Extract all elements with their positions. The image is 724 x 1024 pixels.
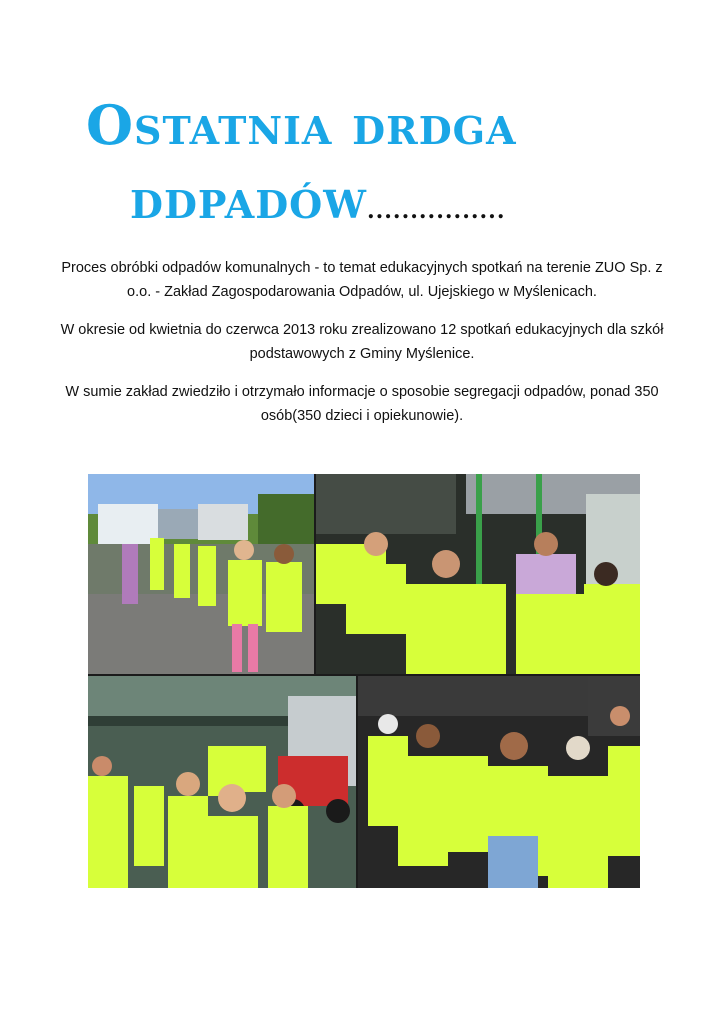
summary-paragraph: W sumie zakład zwiedziło i otrzymało informacje o sposobie segregacji odpadów, ponad 350 osób(350 dzieci i opiekunowie). [65,384,659,424]
photo-indoor-group [316,474,640,674]
intro-paragraph: Proces obróbki odpadów komunalnych - to temat edukacyjnych spotkań na terenie ZUO Sp. z o.o. - Zakład Zagospodarowania Odpadów, ul. Ujejskiego w Myślenicach. [61,260,663,300]
period-paragraph: W okresie od kwietnia do czerwca 2013 roku zrealizowano 12 spotkań edukacyjnych dla szkół podstawowych z Gminy Myślenice. [60,322,664,362]
photo-vehicle-group [88,676,356,888]
title-line-2: ddpadów [130,167,367,231]
photo-warehouse-group-image [358,676,640,888]
title-line-1: Ostatnia drdga [86,93,517,157]
photo-outdoor-group [88,474,314,674]
photo-warehouse-group [358,676,640,888]
photo-collage [88,474,640,888]
photo-vehicle-group-image [88,676,356,888]
photo-outdoor-group-image [88,474,314,674]
title-line-2-wrapper [86,162,686,248]
photo-indoor-group-image [316,474,640,674]
title-dots: ................ [366,198,506,224]
document-title [86,88,686,248]
